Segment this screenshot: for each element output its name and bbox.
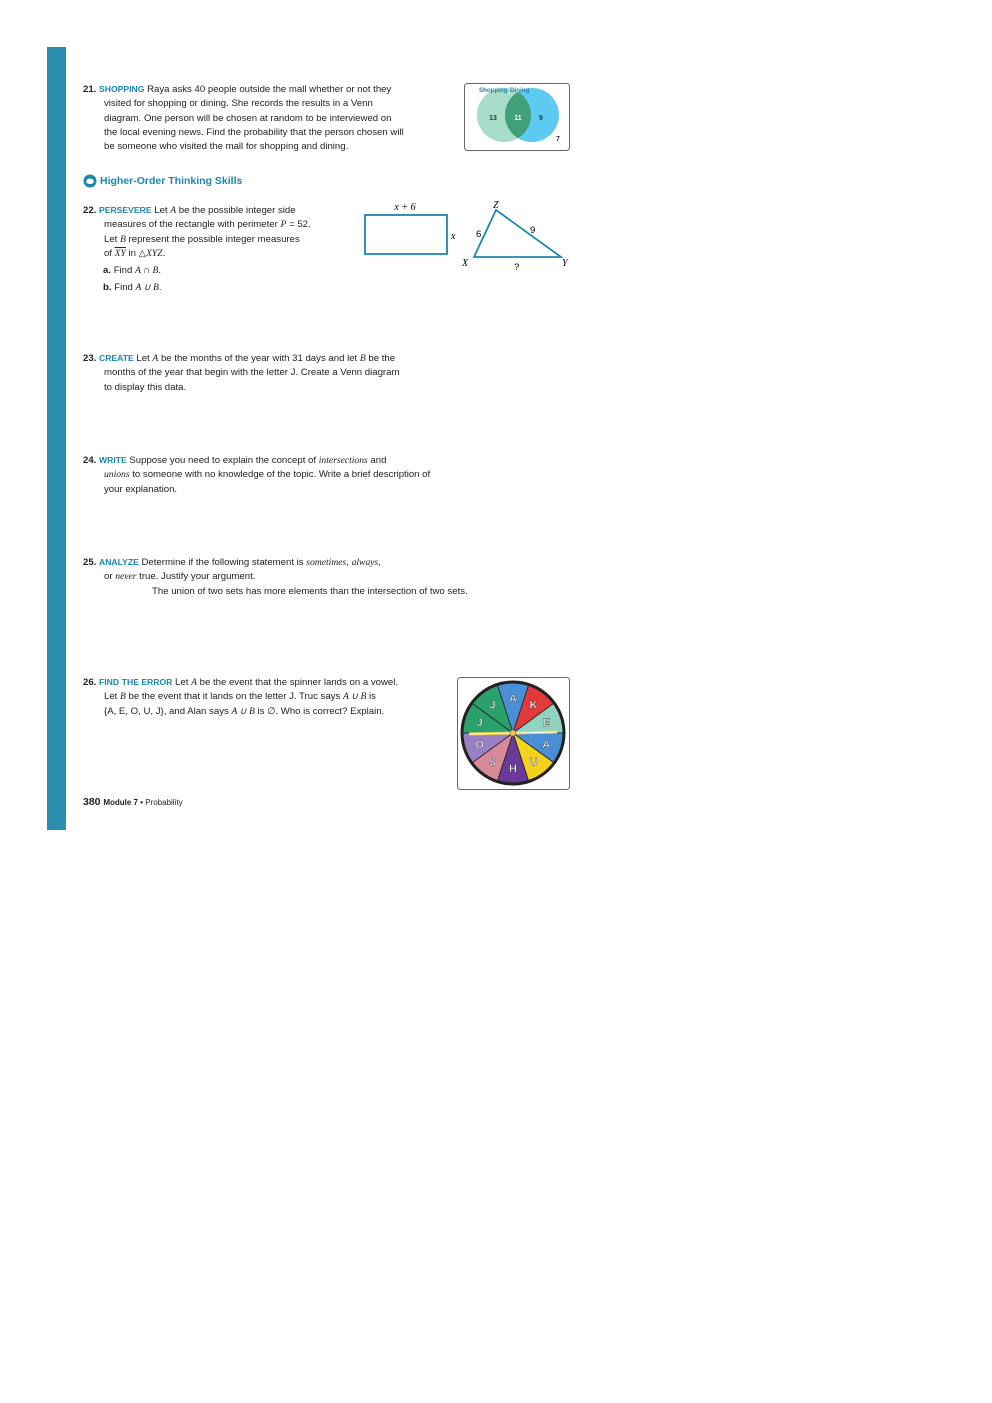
text: Suppose you need to explain the concept of: [129, 455, 319, 466]
rectangle-shape: [365, 215, 447, 254]
emphasis: sometimes: [306, 557, 347, 568]
expr: A ∪ B: [342, 691, 367, 703]
text: represent the possible integer measures: [125, 233, 300, 245]
problem-keyword: PERSEVERE: [99, 205, 152, 215]
venn-diagram: [464, 83, 570, 151]
problem-number: 22.: [83, 205, 97, 216]
page-sidebar-bar: [47, 47, 66, 830]
side-zy-label: 9: [530, 225, 536, 236]
spinner-sector-letter: S: [488, 756, 497, 769]
hots-icon: [83, 174, 97, 188]
sub-label: b.: [103, 282, 112, 293]
problem-number: 25.: [83, 557, 97, 568]
section-name: Probability: [145, 798, 183, 807]
text: your explanation.: [104, 483, 178, 495]
text: be the possible integer side: [176, 205, 296, 216]
emphasis: intersections: [318, 455, 368, 466]
var: A: [170, 205, 177, 216]
problem-25: [83, 555, 468, 599]
problem-keyword: ANALYZE: [99, 557, 139, 567]
module-name: Module 7: [103, 798, 138, 807]
text: and: [367, 455, 387, 466]
problem-text: Raya asks 40 people outside the mall whether or not they: [147, 84, 392, 95]
triangle-figure: [458, 198, 576, 272]
vertex-x-label: X: [462, 258, 469, 269]
problem-22: [83, 203, 311, 261]
problem-keyword: CREATE: [99, 353, 134, 363]
problem-number: 21.: [83, 84, 97, 95]
expr: A ∪ B: [231, 705, 255, 717]
text: Find: [114, 282, 136, 293]
spinner-sector-letter: K: [529, 699, 538, 712]
var: P: [280, 219, 287, 231]
problem-keyword: WRITE: [99, 455, 127, 465]
spinner-figure: [457, 677, 570, 790]
problem-22b: [103, 282, 162, 293]
triangle-name: XYZ: [146, 247, 163, 259]
rect-top-label: x + 6: [394, 202, 416, 213]
text: is: [366, 691, 376, 703]
var: A: [191, 677, 197, 688]
spinner-sector-letter: E: [542, 717, 550, 730]
problem-keyword: SHOPPING: [99, 84, 145, 94]
var: B: [120, 691, 126, 703]
expr: A ∪ B: [135, 282, 159, 293]
spinner-sector-letter: J: [476, 717, 483, 730]
text: = 52.: [286, 219, 311, 231]
spinner-sector-letter: U: [529, 756, 538, 769]
page-number: 380: [83, 796, 101, 808]
venn-value-dining-only: 9: [539, 115, 543, 122]
text: true. Justify your argument.: [136, 571, 256, 583]
section-heading-text: Higher-Order Thinking Skills: [100, 175, 243, 187]
problem-number: 23.: [83, 353, 97, 364]
problem-text: diagram. One person will be chosen at random to be interviewed on: [104, 112, 392, 124]
text: .: [158, 282, 162, 293]
problem-text: visited for shopping or dining. She records the results in a Venn: [104, 98, 373, 110]
problem-number: 26.: [83, 677, 97, 688]
side-xy-label: ?: [514, 262, 520, 272]
text: Find: [113, 265, 136, 276]
text: Let: [175, 677, 192, 688]
text: measures of the rectangle with perimeter: [104, 219, 281, 231]
spinner-sector-letter: A: [542, 738, 551, 751]
text: be the event that the spinner lands on a vowel.: [196, 677, 399, 688]
text: or: [104, 571, 116, 583]
text: Let: [104, 233, 121, 245]
venn-label-shopping: Shopping: [479, 87, 508, 94]
text: to someone with no knowledge of the topic. Write a brief description of: [129, 469, 431, 481]
text: be the event that it lands on the letter J. Truc says: [125, 691, 343, 703]
text: to display this data.: [104, 381, 187, 393]
spinner-sector-letter: H: [509, 763, 517, 775]
emphasis: always: [351, 557, 379, 568]
rect-side-label: x: [451, 231, 456, 242]
problem-text: be someone who visited the mall for shopping and dining.: [104, 141, 349, 153]
var: A: [152, 353, 159, 364]
text: be the months of the year with 31 days and let: [158, 353, 360, 364]
spinner-sector-letter: A: [509, 693, 517, 705]
statement-text: The union of two sets has more elements than the intersection of two sets.: [152, 585, 468, 597]
emphasis: never: [115, 571, 137, 583]
venn-value-both: 11: [514, 115, 522, 122]
problem-24: [83, 453, 430, 497]
text: {A, E, O, U, J}, and Alan says: [104, 705, 232, 717]
vertex-z-label: Z: [493, 200, 499, 211]
problem-22a: [103, 265, 161, 276]
venn-label-dining: Dining: [510, 87, 530, 94]
problem-keyword: THE ERROR: [121, 677, 173, 687]
emphasis: unions: [104, 469, 130, 481]
text: .: [162, 247, 166, 259]
section-heading-hots: [83, 174, 242, 188]
venn-value-shopping-only: 13: [489, 115, 497, 122]
side-xz-label: 6: [476, 229, 482, 240]
vertex-y-label: Y: [562, 258, 568, 269]
text: of: [104, 247, 115, 259]
rectangle-figure: [362, 198, 462, 258]
expr: A ∩ B: [135, 265, 159, 276]
segment: $\overline{XY}$: [114, 247, 126, 259]
spinner-sector-letter: J: [489, 699, 496, 712]
problem-text: the local evening news. Find the probability that the person chosen will: [104, 126, 404, 138]
problem-keyword: FIND: [99, 677, 120, 687]
text: months of the year that begin with the letter J. Create a Venn diagram: [104, 367, 400, 379]
var: B: [359, 353, 366, 364]
text: be the: [365, 353, 396, 364]
text: Let: [154, 205, 171, 216]
text: Let: [136, 353, 153, 364]
spinner-pivot: [510, 730, 516, 736]
spinner-sector-letter: O: [475, 738, 484, 751]
footer-bullet: •: [137, 798, 146, 807]
text: is ∅. Who is correct? Explain.: [254, 705, 385, 717]
text: Let: [104, 691, 121, 703]
var: B: [120, 233, 126, 245]
problem-number: 24.: [83, 455, 97, 466]
sub-label: a.: [103, 265, 112, 276]
text: in △: [125, 247, 147, 259]
problem-23: [83, 351, 399, 395]
text: ,: [378, 557, 381, 568]
page-footer: [83, 796, 183, 808]
text: .: [158, 265, 161, 276]
problem-21: [83, 82, 404, 154]
triangle-shape: [474, 210, 561, 257]
text: ,: [346, 557, 352, 568]
problem-26: [83, 675, 398, 719]
text: Determine if the following statement is: [141, 557, 307, 568]
venn-value-outside: 7: [556, 136, 560, 143]
